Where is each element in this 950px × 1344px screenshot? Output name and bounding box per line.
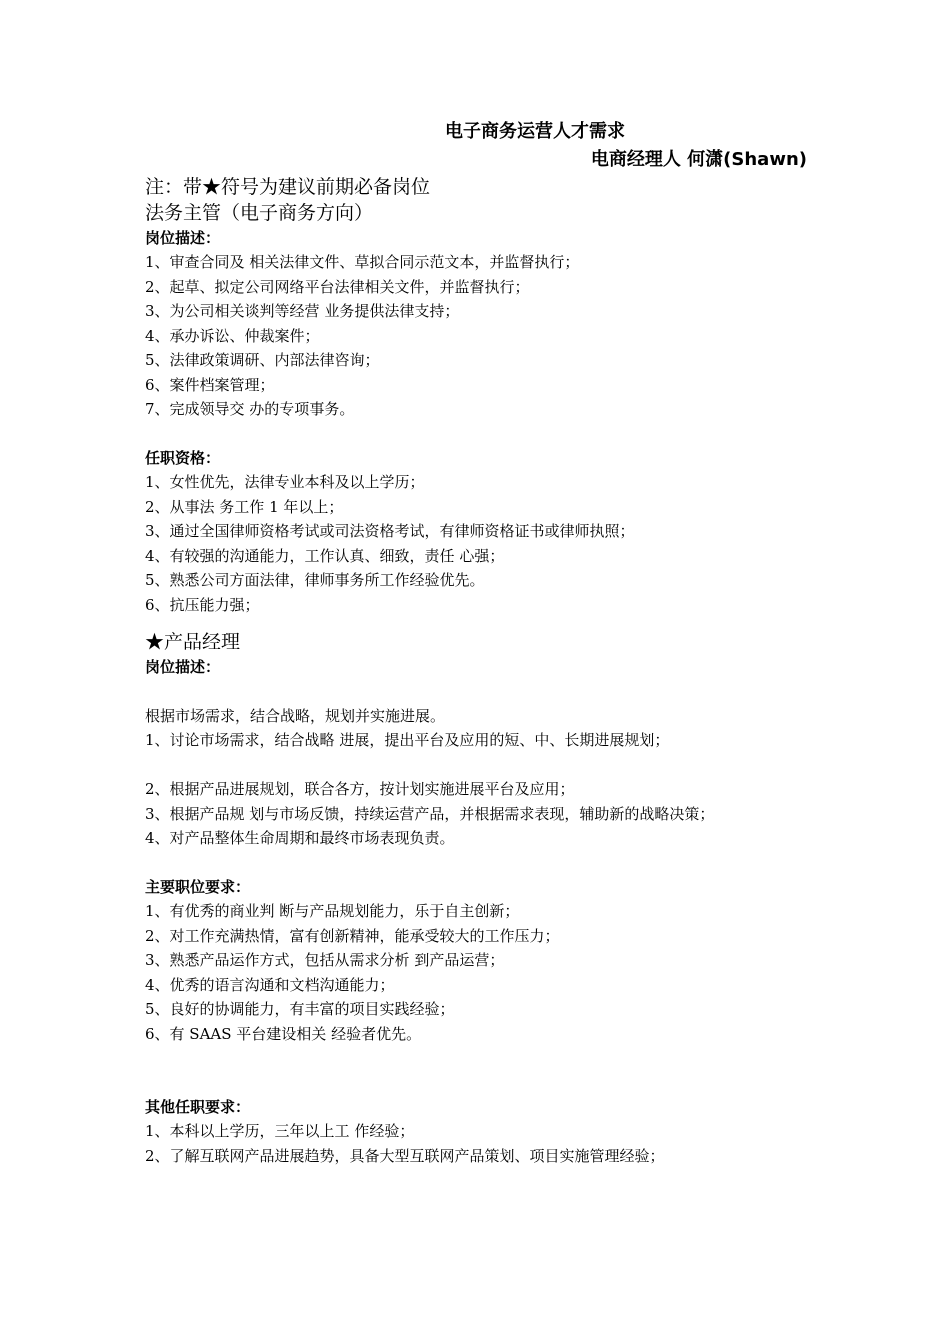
list-item: 2、了解互联网产品进展趋势，具备大型互联网产品策划、项目实施管理经验； xyxy=(145,1146,665,1165)
spacer xyxy=(145,1046,815,1095)
list-item: 4、优秀的语言沟通和文档沟通能力； xyxy=(145,975,395,994)
list-item: 5、法律政策调研、内部法律咨询； xyxy=(145,351,380,369)
list-item: 1、本科以上学历，三年以上工 作经验； xyxy=(145,1122,415,1140)
list-item: 7、完成领导交 办的专项事务。 xyxy=(145,400,355,418)
list-item: 2、根据产品进展规划，联合各方，按计划实施进展平台及应用； xyxy=(145,780,575,798)
spacer xyxy=(145,753,815,778)
legal-position-title: 法务主管（电子商务方向） xyxy=(145,202,374,224)
list-item: 2、起草、拟定公司网络平台法律相关文件，并监督执行； xyxy=(145,277,530,296)
list-item: 2、从事法 务工作 1 年以上； xyxy=(145,497,344,516)
legal-desc-heading: 岗位描述： xyxy=(145,229,221,247)
product-intro: 根据市场需求，结合战略，规划并实施进展。 xyxy=(145,706,446,725)
product-position-title: ★产品经理 xyxy=(145,631,241,653)
product-other-req-heading: 其他任职要求： xyxy=(145,1098,251,1116)
list-item: 4、有较强的沟通能力，工作认真、细致，责任 心强； xyxy=(145,546,505,565)
document-page xyxy=(145,118,815,1168)
list-item: 4、对产品整体生命周期和最终市场表现负责。 xyxy=(145,829,455,847)
document-author: 电商经理人 何潇(Shawn) xyxy=(590,149,807,170)
product-other-req-list xyxy=(145,1119,815,1168)
product-main-req-list xyxy=(145,899,815,1046)
legal-desc-list xyxy=(145,250,815,422)
list-item: 6、有 SAAS 平台建设相关 经验者优先。 xyxy=(145,1024,422,1043)
list-item: 3、通过全国律师资格考试或司法资格考试，有律师资格证书或律师执照； xyxy=(145,522,635,540)
document-title: 电子商务运营人才需求 xyxy=(445,121,625,142)
product-desc-list xyxy=(145,777,815,851)
spacer xyxy=(145,422,815,447)
list-item: 3、为公司相关谈判等经营 业务提供法律支持； xyxy=(145,302,460,320)
legal-req-list xyxy=(145,470,815,617)
list-item: 4、承办诉讼、仲裁案件； xyxy=(145,326,320,345)
list-item: 1、审查合同及 相关法律文件、草拟合同示范文本，并监督执行； xyxy=(145,253,580,271)
list-item: 6、案件档案管理； xyxy=(145,375,275,394)
spacer xyxy=(145,679,815,704)
list-item: 3、根据产品规 划与市场反馈，持续运营产品，并根据需求表现，辅助新的战略决策； xyxy=(145,804,715,823)
list-item: 2、对工作充满热情，富有创新精神，能承受较大的工作压力； xyxy=(145,926,560,945)
document-note: 注：带★符号为建议前期必备岗位 xyxy=(145,176,431,198)
list-item: 1、女性优先，法律专业本科及以上学历； xyxy=(145,473,425,491)
spacer xyxy=(145,851,815,876)
product-main-req-heading: 主要职位要求： xyxy=(145,878,251,896)
list-item: 1、讨论市场需求，结合战略 进展，提出平台及应用的短、中、长期进展规划； xyxy=(145,731,670,749)
list-item: 5、良好的协调能力，有丰富的项目实践经验； xyxy=(145,1000,455,1018)
list-item: 3、熟悉产品运作方式，包括从需求分析 到产品运营； xyxy=(145,951,505,969)
product-desc-heading: 岗位描述： xyxy=(145,658,221,676)
list-item: 1、有优秀的商业判 断与产品规划能力，乐于自主创新； xyxy=(145,902,520,920)
legal-req-heading: 任职资格： xyxy=(145,449,221,467)
list-item: 5、熟悉公司方面法律，律师事务所工作经验优先。 xyxy=(145,571,485,589)
list-item: 6、抗压能力强； xyxy=(145,595,260,614)
